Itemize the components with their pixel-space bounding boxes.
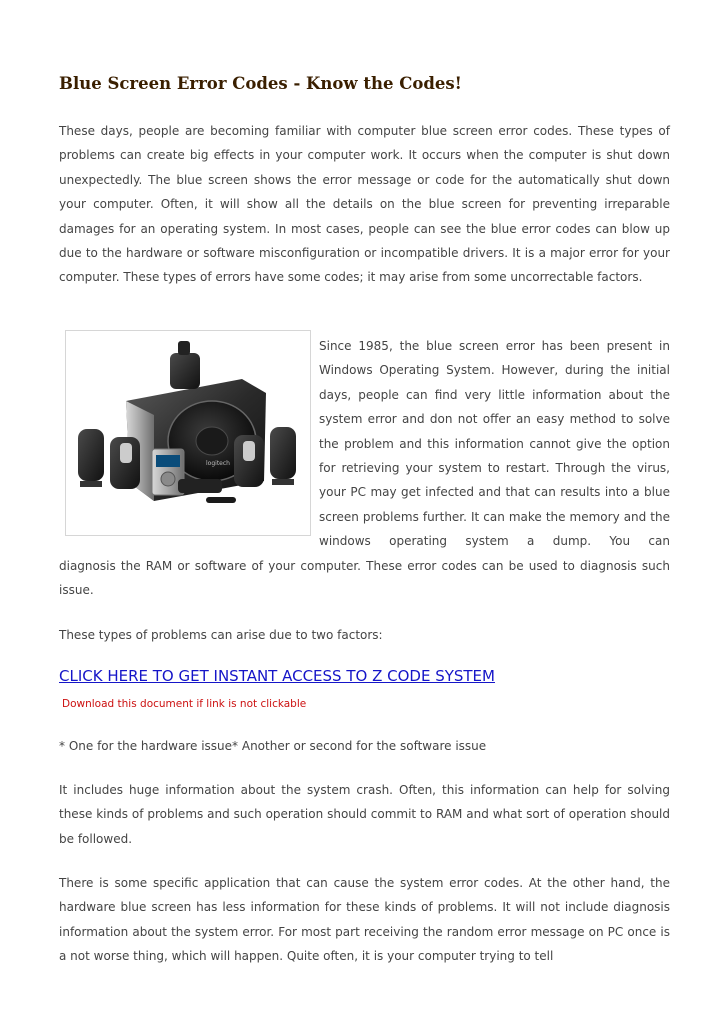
speaker-system-illustration xyxy=(66,331,310,535)
instant-access-link[interactable]: CLICK HERE TO GET INSTANT ACCESS TO Z CODE SYSTEM xyxy=(59,667,495,685)
crash-info-paragraph: It includes huge information about the system crash. Often, this information can help for solving these kinds of problems and such operation should commit to RAM and what sort of operation should be followed. xyxy=(59,783,670,846)
download-note: Download this document if link is not clickable xyxy=(62,698,307,710)
factors-list-paragraph: * One for the hardware issue* Another or second for the software issue xyxy=(59,739,487,753)
subwoofer-dustcap xyxy=(196,427,228,455)
intro-paragraph: These days, people are becoming familiar with computer blue screen error codes. These types of problems can create big effects in your computer work. It occurs when the computer is shut down unexpectedly. The blue screen shows the error message or code for the automatically shut down your computer. Often, it will show all the details on the blue screen for preventing irreparable damages for an operating system. In most cases, people can see the blue error codes can blow up due to the hardware or software misconfiguration or incompatible drivers. It is a major error for your computer. These types of errors have some codes; it may arise from some uncorrectable factors. xyxy=(59,124,670,285)
right-rear-speaker xyxy=(270,427,296,479)
top-speaker-stand xyxy=(178,341,190,355)
continued-paragraph: diagnosis the RAM or software of your computer. These error codes can be used to diagnosis such issue. xyxy=(59,559,670,598)
center-speaker xyxy=(178,479,222,493)
remote-control xyxy=(206,497,236,503)
factors-intro-paragraph: These types of problems can arise due to two factors: xyxy=(59,628,383,642)
speaker-system-image xyxy=(65,330,311,536)
left-rear-speaker xyxy=(78,429,104,481)
brand-logo-text: logitech xyxy=(206,460,230,467)
side-column-text: Since 1985, the blue screen error has been present in Windows Operating System. However, during the initial days, people can find very little information about the system error and don not offer an easy method to solve the problem and this information cannot give the option for retrieving your system to restart. Through the virus, your PC may get infected and that can results into a blue screen problems further. It can make the memory and the windows operating system a dump. You can xyxy=(319,339,670,549)
application-causes-paragraph: There is some specific application that can cause the system error codes. At the other hand, the hardware blue screen has less information for these kinds of problems. It will not include diagnosis information about the system error. For most part receiving the random error message on PC once is a not worse thing, which will happen. Quite often, it is your computer trying to tell xyxy=(59,876,670,964)
top-speaker xyxy=(170,353,200,389)
document-title: Blue Screen Error Codes - Know the Codes! xyxy=(59,74,462,93)
